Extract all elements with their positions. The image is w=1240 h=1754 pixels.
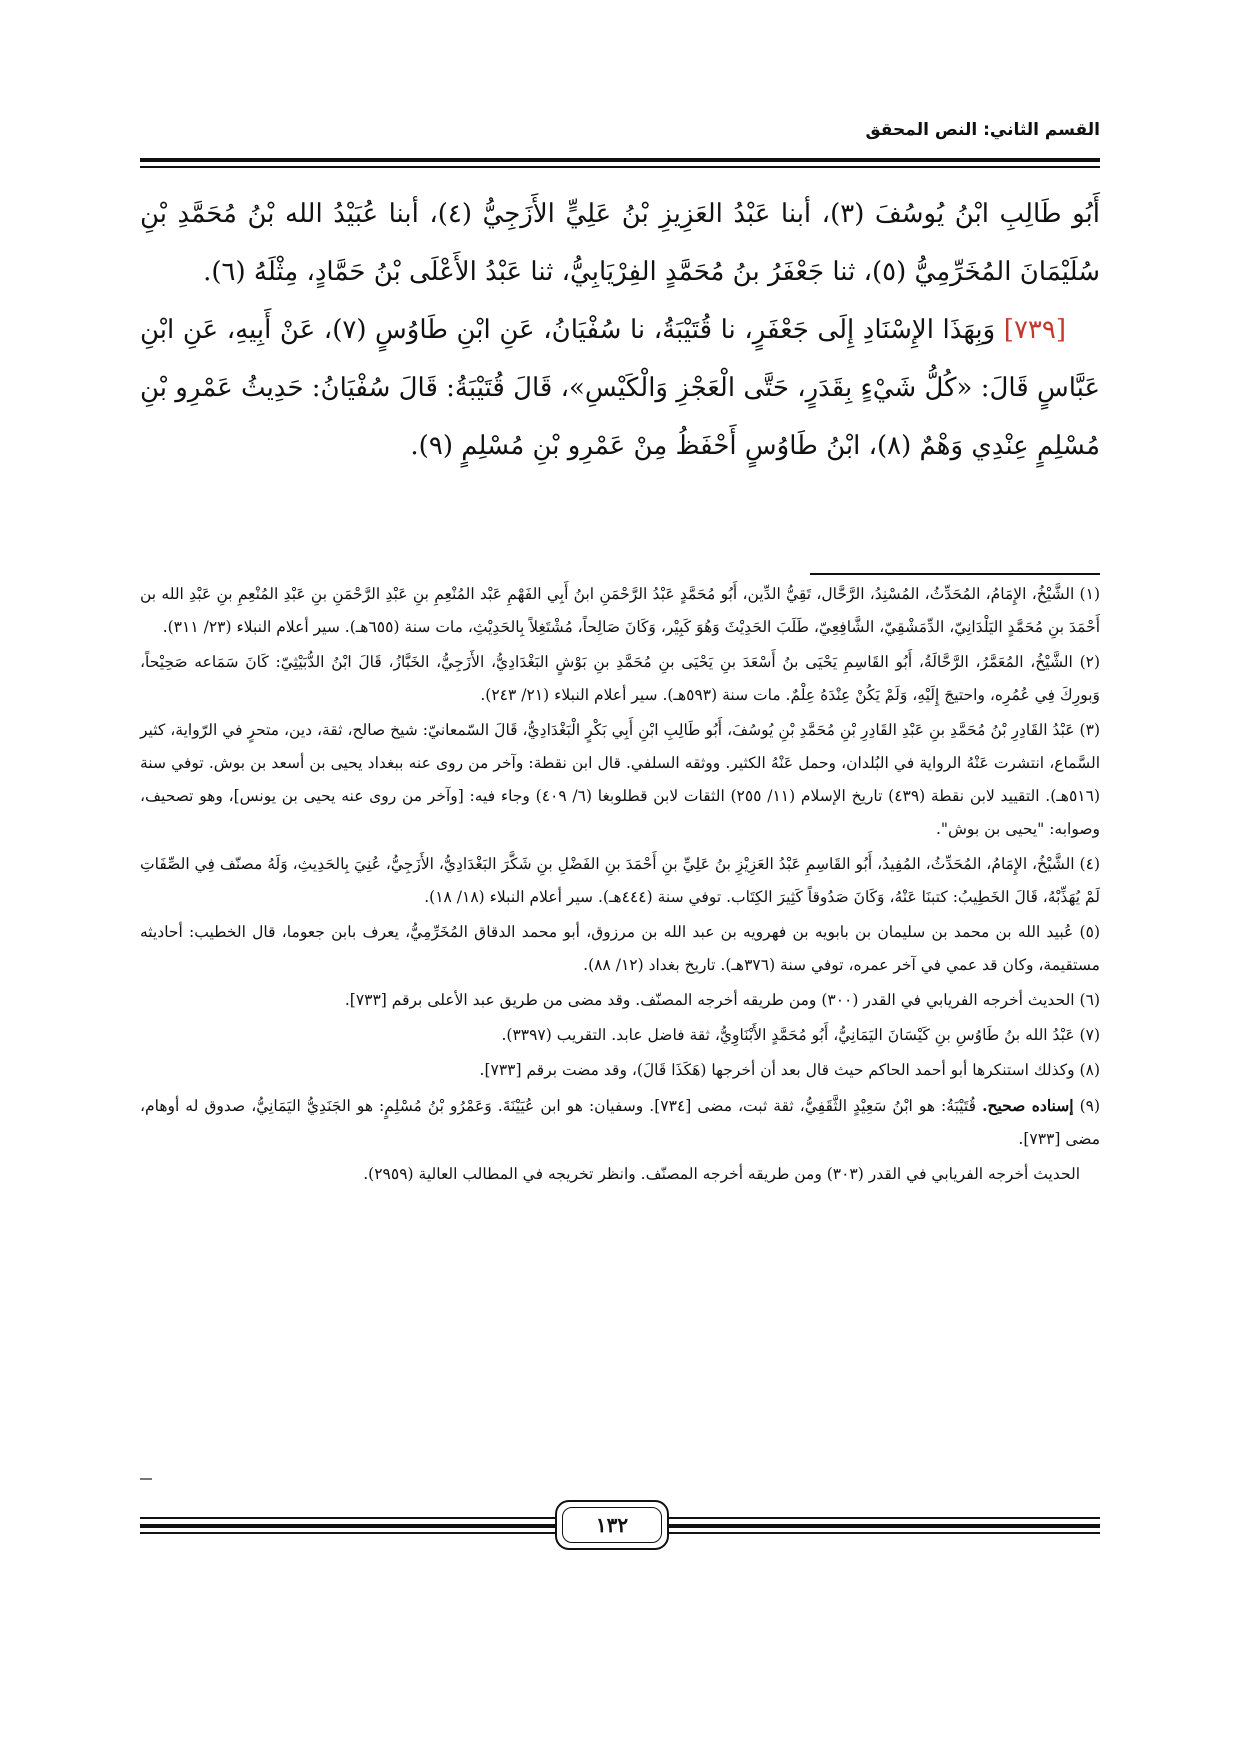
footnote-9	[140, 1089, 1100, 1156]
footnote-text: عَبْدُ القَادِرِ بْنُ مُحَمَّدِ بنِ عَبْدِ القَادِرِ بْنِ مُحَمَّدِ بْنِ يُوسُفَ، أَبُو طَالِبِ ابْنِ أَبِي بَكْرٍ الْبَغْدَادِيُّ، قَالَ السّمعانيّ: شيخ صالح، ثقة، دين، متحرٍ في الرّواية، كثير السَّماع، انتشرت عَنْهُ الرواية في البُلدان، وحمل عَنْهُ الكثير. ووثقه السلفي. قال ابن نقطة: وآخر من روى عنه ببغداد يحيى بن أسعد بن بوش. توفي سنة (٥١٦هـ). التقييد لابن نقطة (٤٣٩) تاريخ الإسلام (١١/ ٢٥٥) الثقات لابن قطلوبغا (٦/ ٤٠٩) وجاء فيه: [وآخر من روى عنه يحيى بن يونس]، وهو تصحيف، وصوابه: "يحيى بن بوش".	[140, 721, 1100, 838]
footnote-text: الحديث أخرجه الفريابي في القدر (٣٠٠) ومن طريقه أخرجه المصنّف. وقد مضى من طريق عبد الأعلى برقم [٧٣٣].	[344, 991, 1075, 1009]
header-rule-thin	[140, 166, 1100, 168]
footnote-number: (١)	[1079, 585, 1100, 603]
footnote-4	[140, 848, 1100, 914]
isnad-paragraph: أَبُو طَالِبِ ابْنُ يُوسُفَ (٣)، أبنا عَبْدُ العَزِيزِ بْنُ عَلِيٍّ الأَزَجِيُّ (٤)، أبنا عُبَيْدُ الله بْنُ مُحَمَّدِ بْنِ سُلَيْمَانَ المُخَرِّمِيُّ (٥)، ثنا جَعْفَرُ بنُ مُحَمَّدٍ الفِرْيَابِيُّ، ثنا عَبْدُ الأَعْلَى بْنُ حَمَّادٍ، مِثْلَهُ (٦).	[140, 199, 1100, 287]
footnote-text: وكذلك استنكرها أبو أحمد الحاكم حيث قال بعد أن أخرجها (هَكَذَا قَالَ)، وقد مضت برقم [٧٣٣].	[479, 1061, 1075, 1079]
hadith-text: وَبِهَذَا الإِسْنَادِ إِلَى جَعْفَرٍ، نا قُتَيْبَةُ، نا سُفْيَانُ، عَنِ ابْنِ طَاوُسٍ (٧)، عَنْ أَبِيهِ، عَنِ ابْنِ عَبَّاسٍ قَالَ: «كُلُّ شَيْءٍ بِقَدَرٍ، حَتَّى الْعَجْزِ وَالْكَيْسِ»، قَالَ قُتَيْبَةُ: قَالَ سُفْيَانُ: حَدِيثُ عَمْرِو بْنِ مُسْلِمٍ عِنْدِي وَهْمٌ (٨)، ابْنُ طَاوُسٍ أَحْفَظُ مِنْ عَمْرِو بْنِ مُسْلِمٍ (٩).	[140, 315, 1100, 461]
footnote-9-continuation: الحديث أخرجه الفريابي في القدر (٣٠٣) ومن طريقه أخرجه المصنّف. وانظر تخريجه في المطالب العالية (٢٩٥٩).	[363, 1165, 1080, 1183]
footnote-3	[140, 714, 1100, 846]
footnote-8	[140, 1054, 1100, 1087]
footnote-text: عَبْدُ الله بنُ طَاوُسِ بنِ كَيْسَانَ اليَمَانِيُّ، أَبُو مُحَمَّدٍ الأَبْنَاوِيُّ، ثقة فاضل عابد. التقريب (٣٣٩٧).	[501, 1026, 1075, 1044]
footnote-6	[140, 984, 1100, 1017]
footnote-number: (٢)	[1079, 653, 1101, 671]
footnote-text: قُتَيْبَةُ: هو ابْنُ سَعِيْدٍ الثَّقَفِيُّ، ثقة ثبت، مضى [٧٣٤]. وسفيان: هو ابن عُيَيْنَةَ. وَعَمْرُو بْنُ مُسْلِمٍ: هو الجَنَدِيُّ اليَمَانِيُّ، صدوق له أوهام، مضى [٧٣٣].	[140, 1097, 1100, 1148]
footnote-7	[140, 1019, 1100, 1052]
footnote-text: الشَّيْخُ، المُعَمَّرُ، الرَّحَّالَةُ، أَبُو القَاسِمِ يَحْيَى بنُ أَسْعَدَ بنِ يَحْيَى بنِ مُحَمَّدِ بنِ بَوْشٍ البَغْدَادِيُّ، الأَزَجِيُّ، الخَبَّازُ، قَالَ ابْنُ الدُّبَيْثِيّ: كَانَ سَمَاعه صَحِيْحاً، وَبورِكَ فِي عُمُرِه، واحتيجَ إِلَيْهِ، وَلَمْ يَكُنْ عِنْدَهُ عِلْمٌ. مات سنة (٥٩٣هـ). سير أعلام النبلاء (٢١/ ٢٤٣).	[140, 653, 1100, 704]
footnote-text: عُبيد الله بن محمد بن سليمان بن بابويه بن فهرويه بن عبد الله بن مرزوق، أبو محمد الدقاق المُخَرِّمِيُّ، يعرف بابن جعوما، قال الخطيب: أحاديثه مستقيمة، وكان قد عمي في آخر عمره، توفي سنة (٣٧٦هـ). تاريخ بغداد (١٢/ ٨٨).	[140, 923, 1100, 974]
footnote-text: الشَّيْخُ، الإِمَامُ، المُحَدِّثُ، المُسْنِدُ، الرَّحَّال، تَقِيُّ الدِّين، أَبُو مُحَمَّدٍ عَبْدُ الرَّحْمَنِ ابنُ أَبِي الفَهْمِ عَبْد المُنْعِمِ بنِ عَبْدِ الرَّحْمَنِ بنِ عَبْدِ المُنْعِمِ بنِ عَبْدِ الله بن أَحْمَدَ بنِ مُحَمَّدٍ اليَلْدَانِيّ، الدِّمَشْقِيّ، الشَّافِعِيّ، طَلَبَ الحَدِيْثَ وَهُوَ كَبِيْر، وَكَانَ صَالِحاً، مُشْتَغِلاً بِالحَدِيْثِ، مات سنة (٦٥٥هـ). سير أعلام النبلاء (٢٣/ ٣١١).	[140, 585, 1100, 636]
running-title: القسم الثاني: النص المحقق	[865, 120, 1100, 140]
footnote-number: (٩)	[1079, 1097, 1101, 1115]
footnote-number: (٣)	[1079, 721, 1100, 739]
hadith-number: [٧٣٩]	[1003, 315, 1066, 345]
page-number-badge	[555, 1500, 669, 1550]
footnote-2	[140, 646, 1100, 712]
dash-mark	[140, 1478, 152, 1480]
header-rule-thick	[140, 158, 1100, 162]
footnote-number: (٧)	[1079, 1026, 1100, 1044]
footnotes	[140, 578, 1100, 1191]
footnote-1	[140, 578, 1100, 644]
footnote-text: الشَّيْخُ، الإِمَامُ، المُحَدِّثُ، المُفِيدُ، أَبُو القَاسِمِ عَبْدُ العَزِيْزِ بنُ عَلِيِّ بنِ أَحْمَدَ بنِ الفَضْلِ بنِ شَكَّرَ البَغْدَادِيُّ، الأَزَجِيُّ، عُنِيَ بِالحَدِيثِ، وَلَهُ مصنّف فِي الصِّفَاتِ لَمْ يُهَذِّبْهُ، قَالَ الخَطِيبُ: كتبنَا عَنْهُ، وَكَانَ صَدُوقاً كَثِيرَ الكِتَاب. توفي سنة (٤٤٤هـ). سير أعلام النبلاء (١٨/ ١٨).	[140, 855, 1100, 906]
footnote-number: (٥)	[1079, 923, 1100, 941]
hadith-paragraph	[140, 301, 1100, 475]
footnote-separator	[810, 573, 1100, 575]
page-number: ١٣٢	[562, 1507, 662, 1543]
footnote-number: (٦)	[1079, 991, 1100, 1009]
footnote-5	[140, 916, 1100, 982]
footnote-verdict: إسناده صحيح.	[982, 1096, 1074, 1115]
footnote-number: (٤)	[1079, 855, 1100, 873]
main-text	[140, 185, 1100, 475]
footnote-number: (٨)	[1079, 1061, 1100, 1079]
